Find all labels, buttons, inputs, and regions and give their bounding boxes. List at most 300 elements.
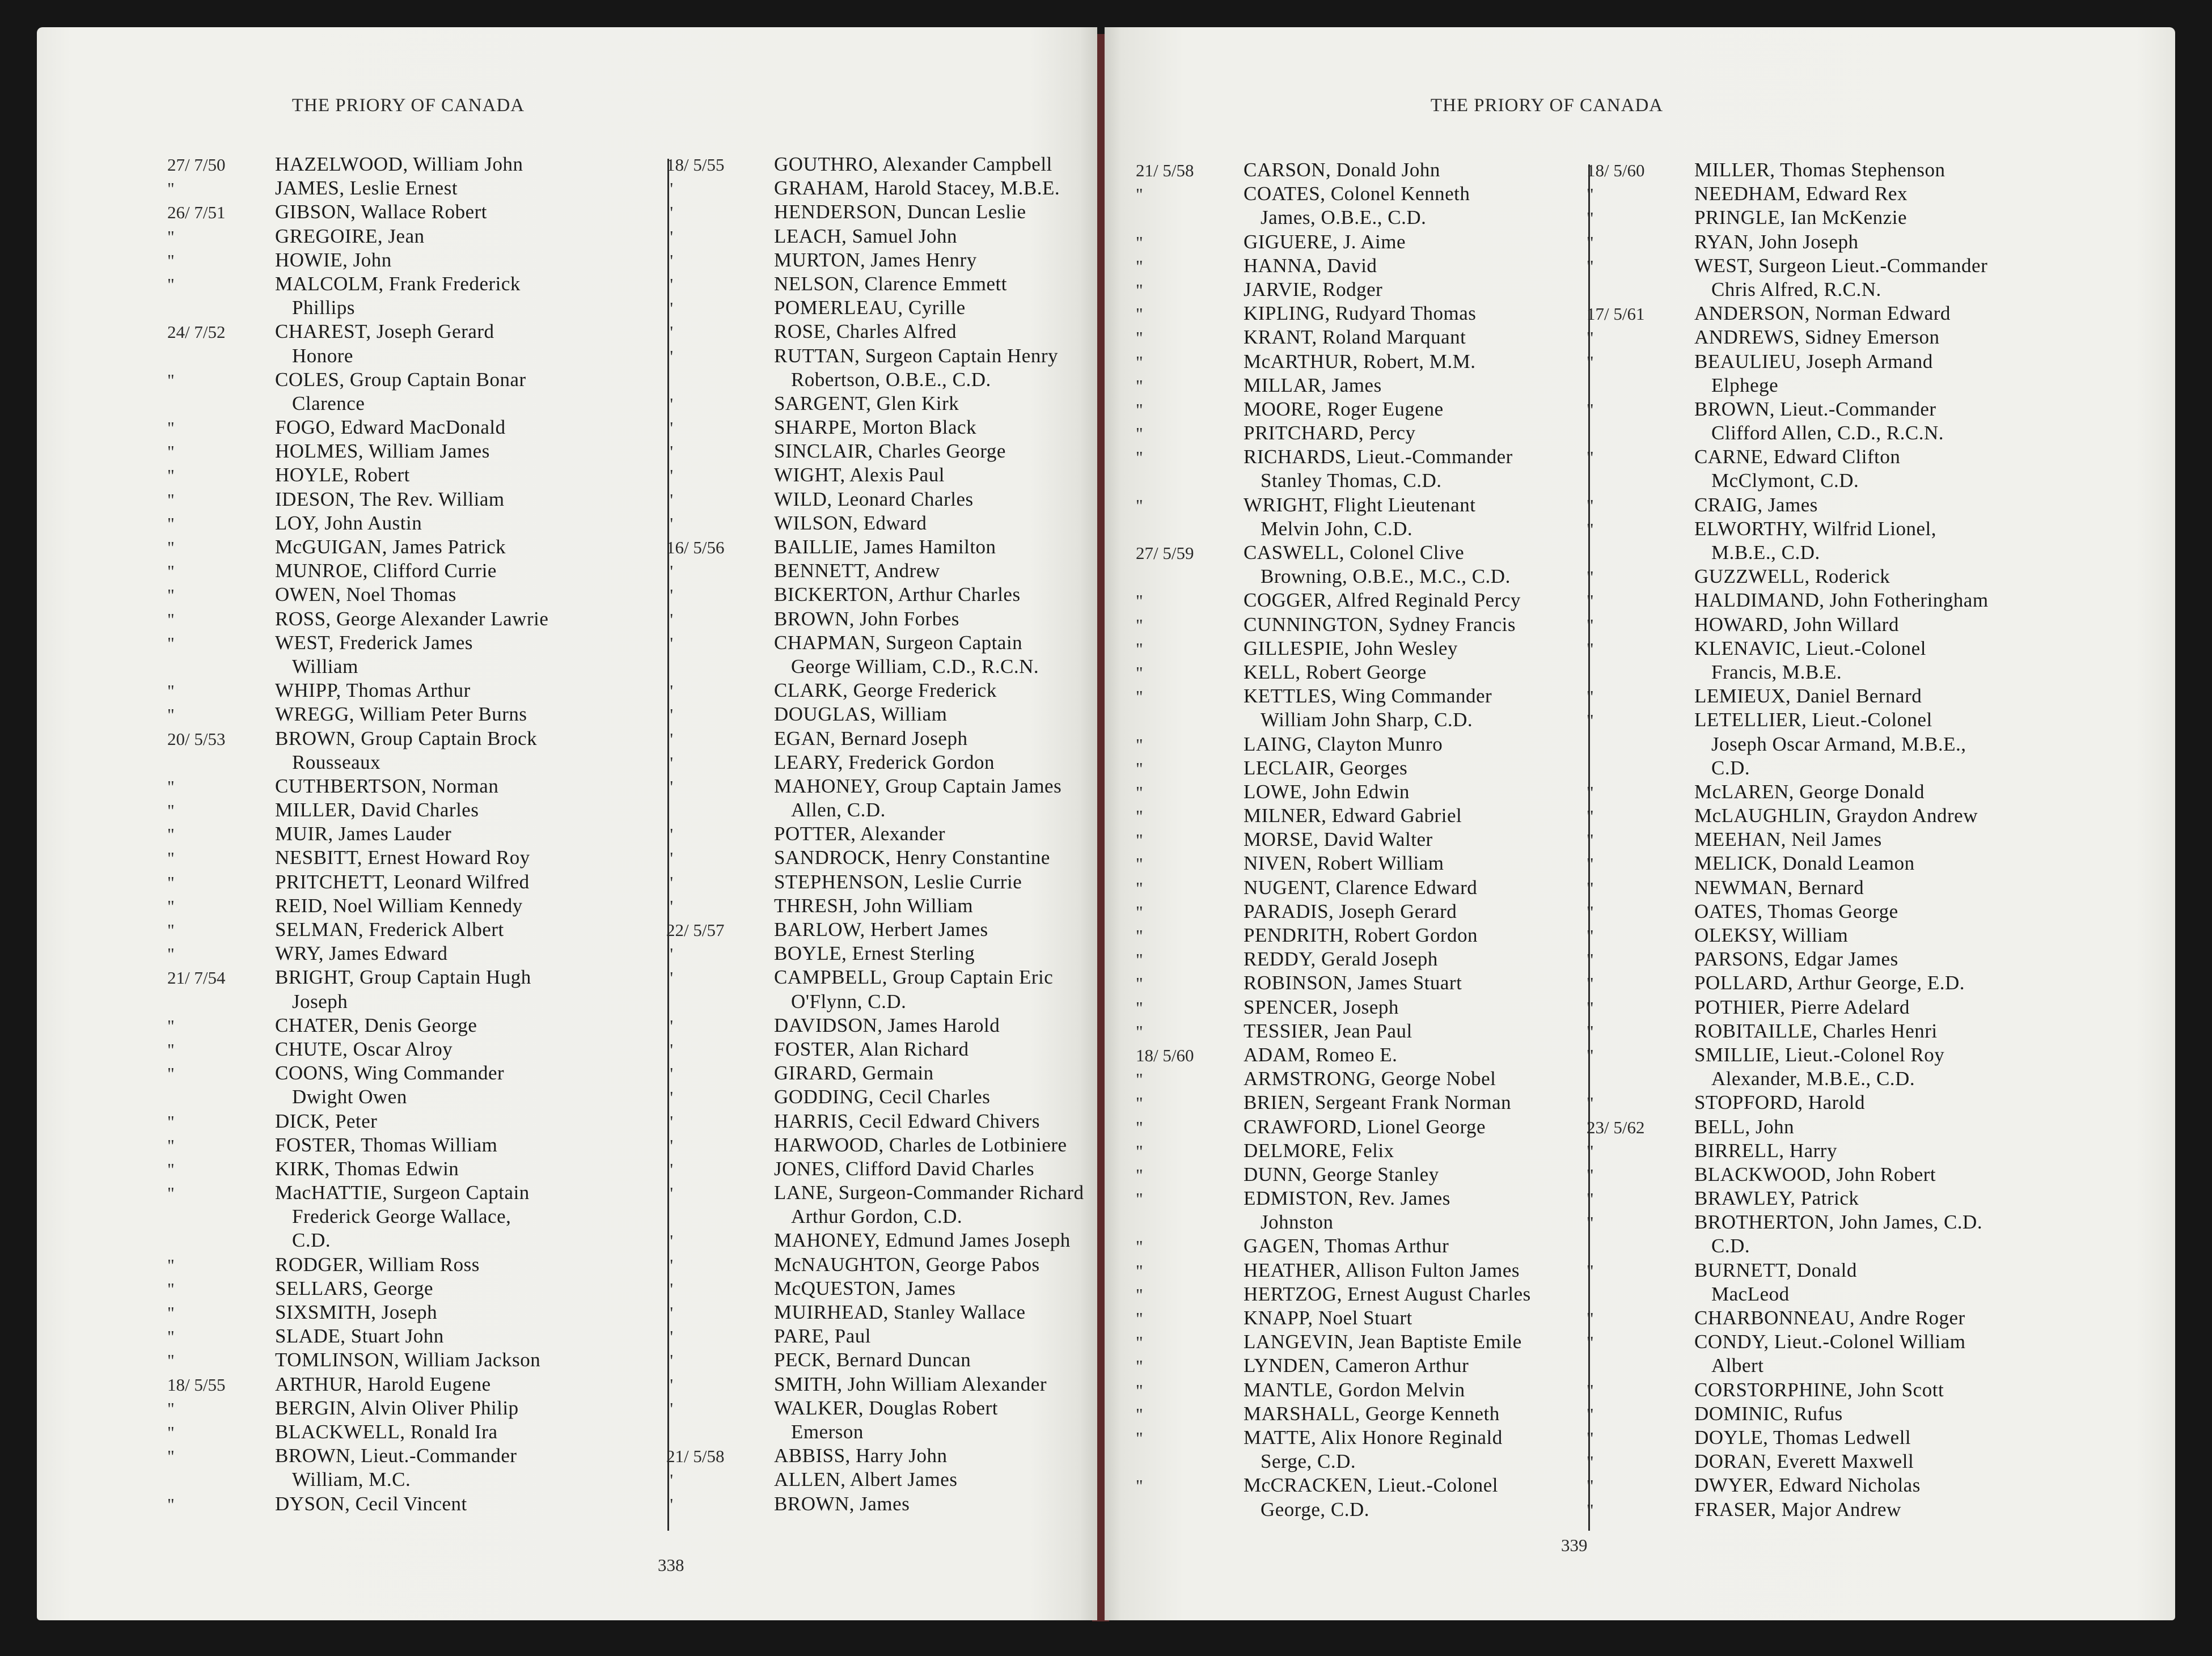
member-name: NELSON, Clarence Emmett [774,272,1007,295]
member-name: CHUTE, Oscar Alroy [275,1037,453,1060]
member-name: CARNE, Edward Clifton [1694,446,1901,468]
investiture-date: " [167,681,175,701]
list-item [666,823,1084,846]
member-name: FOSTER, Alan Richard [774,1037,969,1060]
list-item [1587,852,1989,876]
member-name: CUNNINGTON, Sydney Francis [1244,613,1516,636]
member-name: MILNER, Edward Gabriel [1244,804,1462,827]
member-name: PRINGLE, Ian McKenzie [1694,206,1907,229]
member-name: COLES, Group Captain Bonar [275,368,526,391]
member-name: BURNETT, Donald [1694,1259,1857,1281]
list-item [1587,1140,1989,1163]
list-item [1136,1235,1531,1259]
investiture-date: " [666,633,674,653]
investiture-date: " [1136,1332,1143,1353]
list-item [1136,469,1531,493]
list-item [1136,1163,1531,1187]
member-name: TOMLINSON, William Jackson [275,1349,541,1371]
list-item [1587,565,1989,589]
list-item [666,1468,1084,1492]
member-name: REID, Noel William Kennedy [275,894,523,917]
list-item [1587,278,1989,302]
investiture-date: " [666,1064,674,1084]
left-page [37,27,1097,1620]
investiture-date: " [1587,1332,1594,1353]
member-name: CUTHBERTSON, Norman [275,774,499,797]
member-name: SARGENT, Glen Kirk [774,392,959,414]
member-name: CHAREST, Joseph Gerard [275,320,494,343]
investiture-date: " [1136,687,1143,707]
member-name: COONS, Wing Commander [275,1062,505,1085]
investiture-date: " [1136,926,1143,946]
list-item [167,297,548,320]
member-name: Clifford Allen, C.D., R.C.N. [1711,422,1944,444]
list-item [167,679,548,703]
list-item [167,440,548,464]
investiture-date: " [1136,184,1143,205]
member-name: Chris Alfred, R.C.N. [1711,278,1881,300]
investiture-date: " [167,1422,175,1442]
investiture-date: " [167,418,175,438]
investiture-date: " [1587,567,1594,587]
list-item [666,512,1084,536]
investiture-date: " [167,944,175,964]
list-item [666,392,1084,416]
member-name: Joseph Oscar Armand, M.B.E., [1711,732,1966,755]
member-name: FOSTER, Thomas William [275,1133,498,1156]
list-item [666,440,1084,464]
investiture-date: " [666,298,674,319]
member-name: FRASER, Major Andrew [1694,1498,1901,1521]
investiture-date: 16/ 5/56 [666,537,725,557]
investiture-date: " [666,250,674,270]
member-name: SANDROCK, Henry Constantine [774,846,1050,869]
list-item [1587,1426,1989,1450]
list-item [1136,565,1531,589]
list-item [1587,231,1989,255]
member-name: LEMIEUX, Daniel Bernard [1694,685,1922,708]
member-name: ROSE, Charles Alfred [774,320,957,343]
investiture-date: " [666,1015,674,1036]
member-name: GUZZWELL, Roderick [1694,565,1890,588]
investiture-date: " [1136,1308,1143,1328]
investiture-date: " [1136,1380,1143,1400]
list-item [1136,206,1531,230]
member-name: Clarence [292,392,365,414]
member-name: PRITCHARD, Percy [1244,422,1416,444]
member-name: RODGER, William Ross [275,1253,480,1276]
investiture-date: " [666,274,674,294]
member-name: NEEDHAM, Edward Rex [1694,183,1908,205]
investiture-date: " [1587,926,1594,946]
investiture-date: " [666,776,674,797]
investiture-date: " [666,202,674,223]
list-item [167,1301,548,1325]
investiture-date: 24/ 7/52 [167,322,226,342]
list-item [1136,1379,1531,1403]
member-name: HEATHER, Allison Fulton James [1244,1259,1520,1281]
investiture-date: " [167,1398,175,1418]
list-item [1136,494,1531,518]
investiture-date: " [666,705,674,725]
list-item [1136,637,1531,661]
investiture-date: " [167,776,175,797]
list-item [1587,541,1989,565]
investiture-date: " [666,968,674,988]
member-name: KELL, Robert George [1244,660,1427,683]
member-name: OWEN, Noel Thomas [275,583,456,606]
member-name: OLEKSY, William [1694,924,1849,946]
member-name: BLACKWOOD, John Robert [1694,1163,1936,1185]
investiture-date: " [167,250,175,270]
list-item [666,1277,1084,1301]
investiture-date: " [167,824,175,845]
member-name: BOYLE, Ernest Sterling [774,942,975,965]
list-item [167,392,548,416]
member-name: POTTER, Alexander [774,823,946,845]
member-name: NIVEN, Robert William [1244,852,1444,875]
member-name: BROWN, James [774,1492,910,1515]
list-item [167,632,548,655]
list-item [167,990,548,1014]
investiture-date: " [666,1135,674,1155]
investiture-date: " [167,465,175,486]
list-item [167,655,548,679]
list-item [1136,852,1531,876]
investiture-date: " [1587,1260,1594,1281]
investiture-date: " [1136,1117,1143,1137]
member-name: WHIPP, Thomas Arthur [275,679,471,702]
member-name: MARSHALL, George Kenneth [1244,1402,1500,1425]
list-item [666,655,1084,679]
list-item [666,1134,1084,1158]
member-name: WRY, James Edward [275,942,448,965]
investiture-date: " [1136,232,1143,252]
list-item [167,488,548,512]
member-name: McLAUGHLIN, Graydon Andrew [1694,804,1978,827]
member-name: MORSE, David Walter [1244,828,1433,851]
member-name: LOWE, John Edwin [1244,780,1410,803]
member-name: MILLER, David Charles [275,799,479,821]
member-name: STEPHENSON, Leslie Currie [774,870,1022,893]
list-item [1136,972,1531,996]
member-name: Frederick George Wallace, [292,1205,511,1228]
investiture-date: " [1136,615,1143,635]
member-name: SPENCER, Joseph [1244,996,1399,1018]
list-item [1587,828,1989,852]
member-name: MELICK, Donald Leamon [1694,852,1915,875]
list-item [1587,1091,1989,1115]
list-item [1136,1331,1531,1354]
investiture-date: " [1587,854,1594,874]
investiture-date: " [1587,1045,1594,1065]
list-item [666,201,1084,225]
member-name: LANE, Surgeon-Commander Richard [774,1181,1084,1204]
list-item [1136,1116,1531,1140]
member-name: RICHARDS, Lieut.-Commander [1244,446,1513,468]
list-item [1587,494,1989,518]
list-item [167,153,548,177]
member-name: MANTLE, Gordon Melvin [1244,1378,1465,1401]
member-name: M.B.E., C.D. [1711,541,1820,564]
list-item [167,1181,548,1205]
list-item [1136,996,1531,1020]
list-item [167,512,548,536]
investiture-date: " [1587,830,1594,850]
member-name: MATTE, Alix Honore Reginald [1244,1426,1503,1449]
investiture-date: " [666,609,674,629]
list-item [167,273,548,297]
list-item [167,320,548,344]
list-item [666,1397,1084,1421]
list-item [167,1373,548,1397]
investiture-date: " [167,1135,175,1155]
member-name: OATES, Thomas George [1694,900,1898,922]
list-item [1587,1307,1989,1331]
list-item [1587,469,1989,493]
list-item [1587,1283,1989,1307]
list-item [167,1014,548,1038]
member-name: HENDERSON, Duncan Leslie [774,201,1026,223]
investiture-date: " [666,1231,674,1251]
investiture-date: " [1136,950,1143,970]
list-item [666,1325,1084,1349]
member-name: BROTHERTON, John James, C.D. [1694,1211,1983,1234]
investiture-date: 18/ 5/60 [1587,160,1645,180]
list-item [1136,1140,1531,1163]
list-item [167,823,548,846]
member-name: McGUIGAN, James Patrick [275,536,506,558]
name-column [1136,159,1531,1522]
member-name: LOY, John Austin [275,511,422,534]
investiture-date: " [167,1039,175,1060]
member-name: SIXSMITH, Joseph [275,1301,438,1323]
list-item [666,846,1084,870]
investiture-date: " [1136,854,1143,874]
list-item [666,1229,1084,1253]
investiture-date: " [167,513,175,533]
member-name: BELL, John [1694,1115,1795,1138]
investiture-date: " [167,585,175,605]
investiture-date: " [1587,447,1594,468]
list-item [167,1421,548,1445]
member-name: DOMINIC, Rufus [1694,1402,1843,1425]
list-item [1136,1211,1531,1235]
list-item [167,583,548,607]
investiture-date: " [1136,1141,1143,1161]
member-name: MURTON, James Henry [774,248,977,271]
member-name: FOGO, Edward MacDonald [275,416,506,439]
investiture-date: " [666,1039,674,1060]
investiture-date: " [167,609,175,629]
member-name: MEEHAN, Neil James [1694,828,1882,851]
investiture-date: " [167,848,175,869]
member-name: George William, C.D., R.C.N. [791,655,1039,677]
list-item [1136,1091,1531,1115]
member-name: Albert [1711,1354,1764,1377]
member-name: Joseph [292,990,348,1013]
member-name: SMITH, John William Alexander [774,1373,1047,1395]
list-item [167,369,548,392]
investiture-date: " [167,1446,175,1467]
list-item [666,536,1084,560]
member-name: ARTHUR, Harold Eugene [275,1373,491,1395]
member-name: POMERLEAU, Cyrille [774,297,966,319]
member-name: DOYLE, Thomas Ledwell [1694,1426,1911,1449]
list-item [666,942,1084,966]
list-item [1587,302,1989,326]
member-name: SHARPE, Morton Black [774,416,977,439]
investiture-date: " [1136,447,1143,468]
member-name: MAHONEY, Edmund James Joseph [774,1229,1071,1252]
member-name: HARWOOD, Charles de Lotbiniere [774,1133,1067,1156]
member-name: William [292,655,358,677]
investiture-date: " [167,226,175,247]
list-item [1136,589,1531,613]
list-item [1587,804,1989,828]
member-name: CRAIG, James [1694,493,1818,516]
member-name: ROBITAILLE, Charles Henri [1694,1019,1938,1042]
member-name: CONDY, Lieut.-Colonel William [1694,1331,1966,1353]
member-name: MAHONEY, Group Captain James [774,774,1062,797]
investiture-date: " [1587,1189,1594,1209]
list-item [1136,1044,1531,1068]
member-name: MUIRHEAD, Stanley Wallace [774,1301,1026,1323]
investiture-date: " [167,370,175,390]
investiture-date: " [1587,232,1594,252]
member-name: JAMES, Leslie Ernest [275,177,458,200]
list-item [167,1325,548,1349]
list-item [1587,374,1989,398]
member-name: HARRIS, Cecil Edward Chivers [774,1109,1040,1132]
list-item [167,703,548,727]
member-name: BROWN, John Forbes [774,607,959,630]
investiture-date: " [1136,1428,1143,1448]
investiture-date: " [1136,1093,1143,1113]
member-name: PECK, Bernard Duncan [774,1349,971,1371]
investiture-date: 22/ 5/57 [666,920,725,940]
member-name: BRAWLEY, Patrick [1694,1187,1859,1210]
member-name: JONES, Clifford David Charles [774,1157,1035,1180]
member-name: REDDY, Gerald Joseph [1244,948,1438,971]
list-item [167,1062,548,1086]
investiture-date: " [167,561,175,582]
investiture-date: " [1136,1164,1143,1185]
list-item [1136,828,1531,852]
member-name: LETELLIER, Lieut.-Colonel [1694,709,1932,731]
list-item [1587,900,1989,924]
member-name: DORAN, Everett Maxwell [1694,1450,1914,1473]
list-item [1587,1403,1989,1426]
list-item [1136,1426,1531,1450]
list-item [666,177,1084,201]
list-item [1136,1450,1531,1474]
investiture-date: 18/ 5/55 [666,155,725,175]
running-head: THE PRIORY OF CANADA [1430,95,1664,116]
list-item [666,369,1084,392]
investiture-date: 18/ 5/60 [1136,1045,1194,1065]
investiture-date: " [666,346,674,366]
member-name: NUGENT, Clarence Edward [1244,876,1478,899]
investiture-date: " [1587,687,1594,707]
member-name: MUIR, James Lauder [275,823,452,845]
list-item [666,416,1084,440]
list-item [1587,1259,1989,1283]
investiture-date: " [167,274,175,294]
member-name: JARVIE, Rodger [1244,278,1383,300]
list-item [167,536,548,560]
list-item [167,225,548,249]
member-name: CARSON, Donald John [1244,159,1440,181]
investiture-date: " [666,1255,674,1275]
list-item [666,1086,1084,1109]
list-item [1587,255,1989,278]
list-item [1587,518,1989,541]
member-name: McCRACKEN, Lieut.-Colonel [1244,1474,1498,1497]
list-item [666,560,1084,583]
investiture-date: " [1587,1380,1594,1400]
list-item [1587,1498,1989,1522]
list-item [666,1014,1084,1038]
list-item [167,799,548,823]
investiture-date: " [666,513,674,533]
member-name: NESBITT, Ernest Howard Roy [275,846,530,869]
member-name: CASWELL, Colonel Clive [1244,541,1465,564]
investiture-date: " [1136,1021,1143,1041]
investiture-date: " [1587,256,1594,276]
investiture-date: " [1136,591,1143,611]
list-item [1136,1020,1531,1044]
investiture-date: " [1136,1476,1143,1496]
member-name: HOLMES, William James [275,440,490,463]
member-name: LECLAIR, Georges [1244,756,1408,779]
investiture-date: " [666,442,674,462]
list-item [167,727,548,751]
member-name: SLADE, Stuart John [275,1325,444,1348]
member-name: Honore [292,344,353,367]
list-item [1587,685,1989,709]
investiture-date: " [1587,901,1594,922]
list-item [167,1134,548,1158]
member-name: DWYER, Edward Nicholas [1694,1474,1921,1497]
list-item [1136,781,1531,804]
list-item [1136,422,1531,446]
list-item [1587,350,1989,374]
investiture-date: " [666,1494,674,1514]
investiture-date: " [666,226,674,247]
list-item [1136,1307,1531,1331]
member-name: Phillips [292,297,355,319]
investiture-date: " [1587,351,1594,372]
list-item [666,1421,1084,1445]
member-name: KLENAVIC, Lieut.-Colonel [1694,637,1926,659]
member-name: CHAPMAN, Surgeon Captain [774,631,1023,654]
member-name: MILLAR, James [1244,374,1382,396]
member-name: MILLER, Thomas Stephenson [1694,159,1945,181]
list-item [1136,613,1531,637]
member-name: LANGEVIN, Jean Baptiste Emile [1244,1331,1522,1353]
member-name: PARADIS, Joseph Gerard [1244,900,1457,922]
list-item [167,1158,548,1181]
member-name: BIRRELL, Harry [1694,1139,1837,1162]
list-item [167,1468,548,1492]
investiture-date: " [666,393,674,414]
member-name: RYAN, John Joseph [1694,230,1859,253]
list-item [1587,398,1989,422]
list-item [666,966,1084,990]
list-item [167,249,548,273]
investiture-date: " [666,1111,674,1132]
